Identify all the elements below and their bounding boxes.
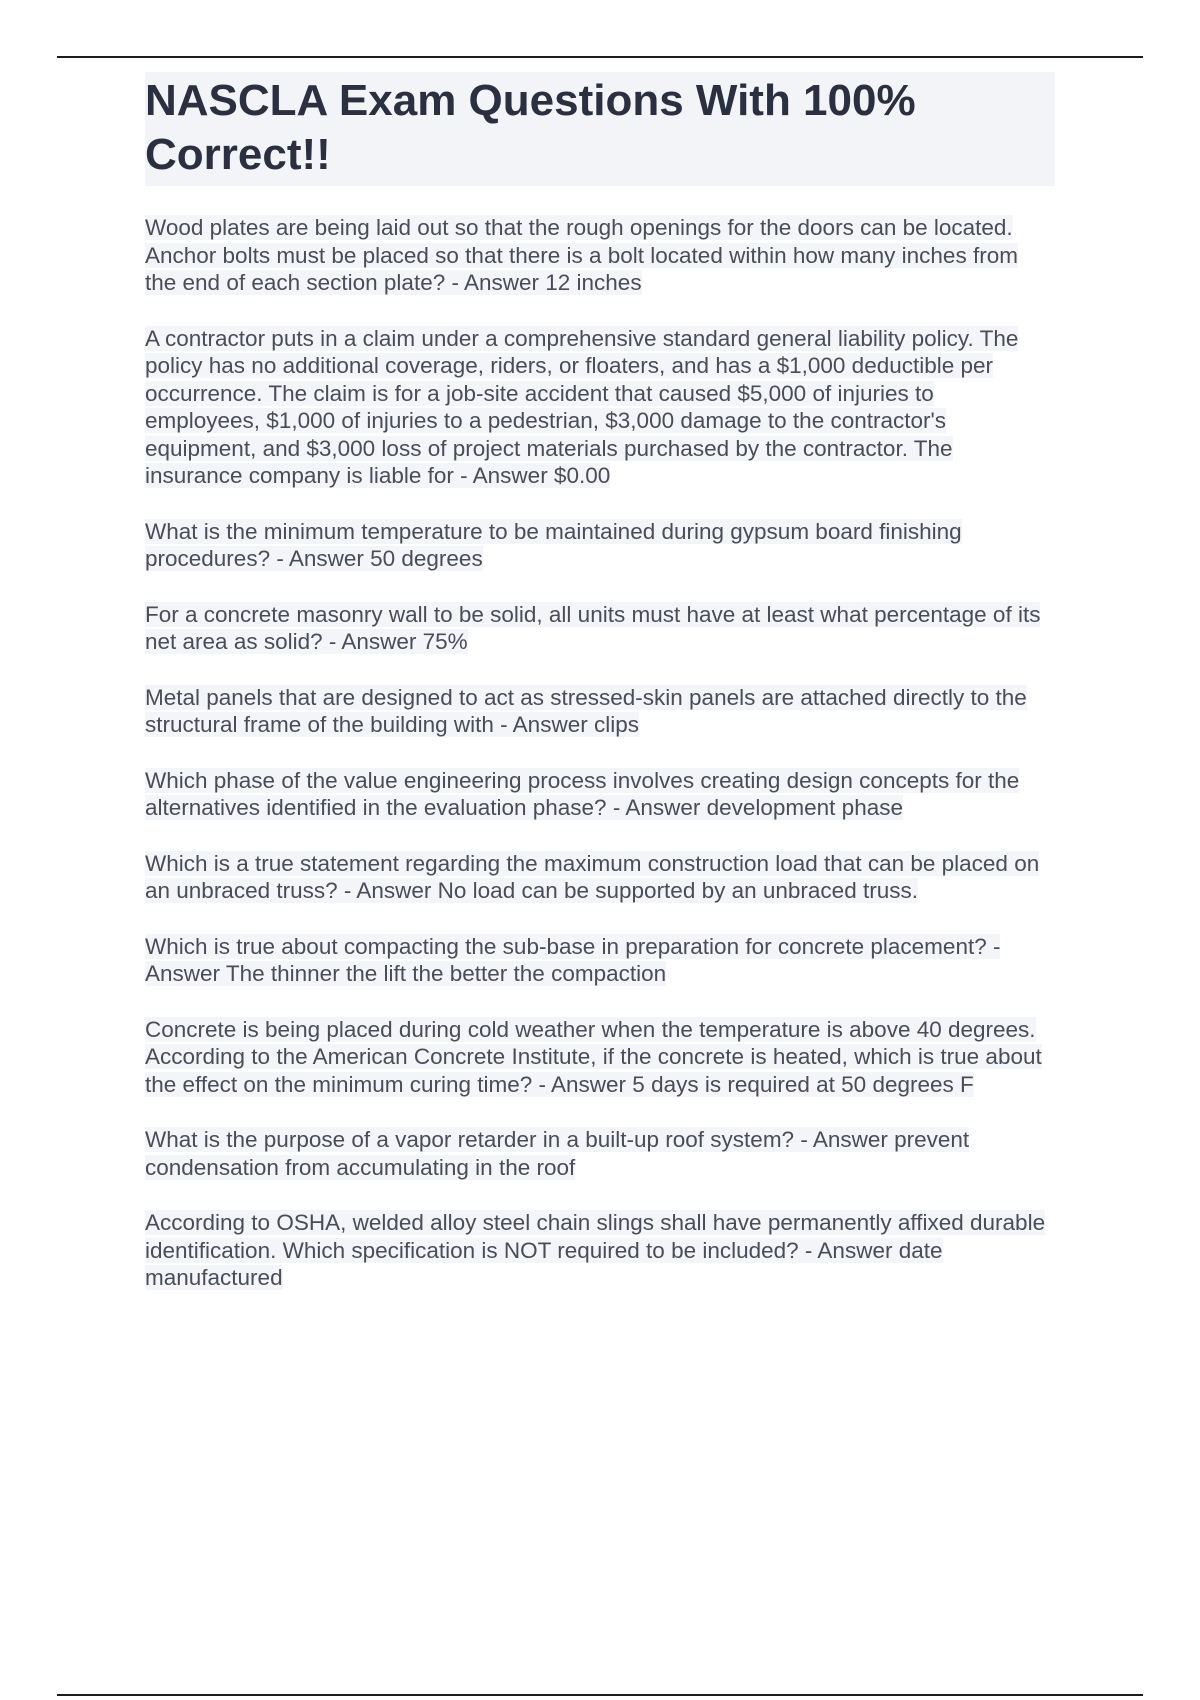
top-rule (57, 56, 1143, 58)
qa-text: According to OSHA, welded alloy steel chain slings shall have permanently affixed durable identification. Which specification is NOT required to be included? - Answer date manufactured (145, 1210, 1046, 1290)
qa-item (145, 325, 1055, 490)
qa-item (145, 214, 1055, 297)
title-block (145, 72, 1055, 186)
qa-text: A contractor puts in a claim under a comprehensive standard general liability policy. The policy has no additional coverage, riders, or floaters, and has a $1,000 deductible per occurrence. The claim is for a job-site accident that caused $5,000 of injuries to employees, $1,000 of injuries to a pedestrian, $3,000 damage to the contractor's equipment, and $3,000 loss of project materials purchased by the contractor. The insurance company is liable for - Answer $0.00 (145, 325, 1019, 488)
qa-text: Metal panels that are designed to act as stressed-skin panels are attached directly to the structural frame of the building with - Answer clips (145, 684, 1027, 737)
qa-text: What is the minimum temperature to be maintained during gypsum board finishing procedures? - Answer 50 degrees (145, 518, 962, 571)
qa-text: What is the purpose of a vapor retarder in a built-up roof system? - Answer prevent condensation from accumulating in the roof (145, 1127, 970, 1180)
qa-item (145, 1126, 1055, 1181)
qa-text: Which is true about compacting the sub-base in preparation for concrete placement? - Answer The thinner the lift the better the compaction (145, 933, 1001, 986)
page-title: NASCLA Exam Questions With 100% Correct!! (145, 76, 916, 179)
bottom-rule (57, 1694, 1143, 1696)
qa-text: Which phase of the value engineering process involves creating design concepts for the alternatives identified in the evaluation phase? - Answer development phase (145, 767, 1020, 820)
qa-item (145, 767, 1055, 822)
qa-item (145, 933, 1055, 988)
qa-item (145, 1016, 1055, 1099)
qa-text: Concrete is being placed during cold weather when the temperature is above 40 degrees. According to the American Concrete Institute, if the concrete is heated, which is true about the effect on the minimum curing time? - Answer 5 days is required at 50 degrees F (145, 1016, 1042, 1097)
qa-item (145, 684, 1055, 739)
qa-item (145, 850, 1055, 905)
page-content (145, 72, 1055, 1320)
qa-list (145, 214, 1055, 1292)
qa-item (145, 518, 1055, 573)
qa-item (145, 601, 1055, 656)
qa-item (145, 1209, 1055, 1292)
qa-text: Which is a true statement regarding the maximum construction load that can be placed on an unbraced truss? - Answer No load can be supported by an unbraced truss. (145, 850, 1040, 903)
qa-text: Wood plates are being laid out so that the rough openings for the doors can be located. Anchor bolts must be placed so that there is a bolt located within how many inches from the end of each section plate? - Answer 12 inches (145, 215, 1018, 295)
qa-text: For a concrete masonry wall to be solid, all units must have at least what percentage of its net area as solid? - Answer 75% (145, 601, 1041, 654)
